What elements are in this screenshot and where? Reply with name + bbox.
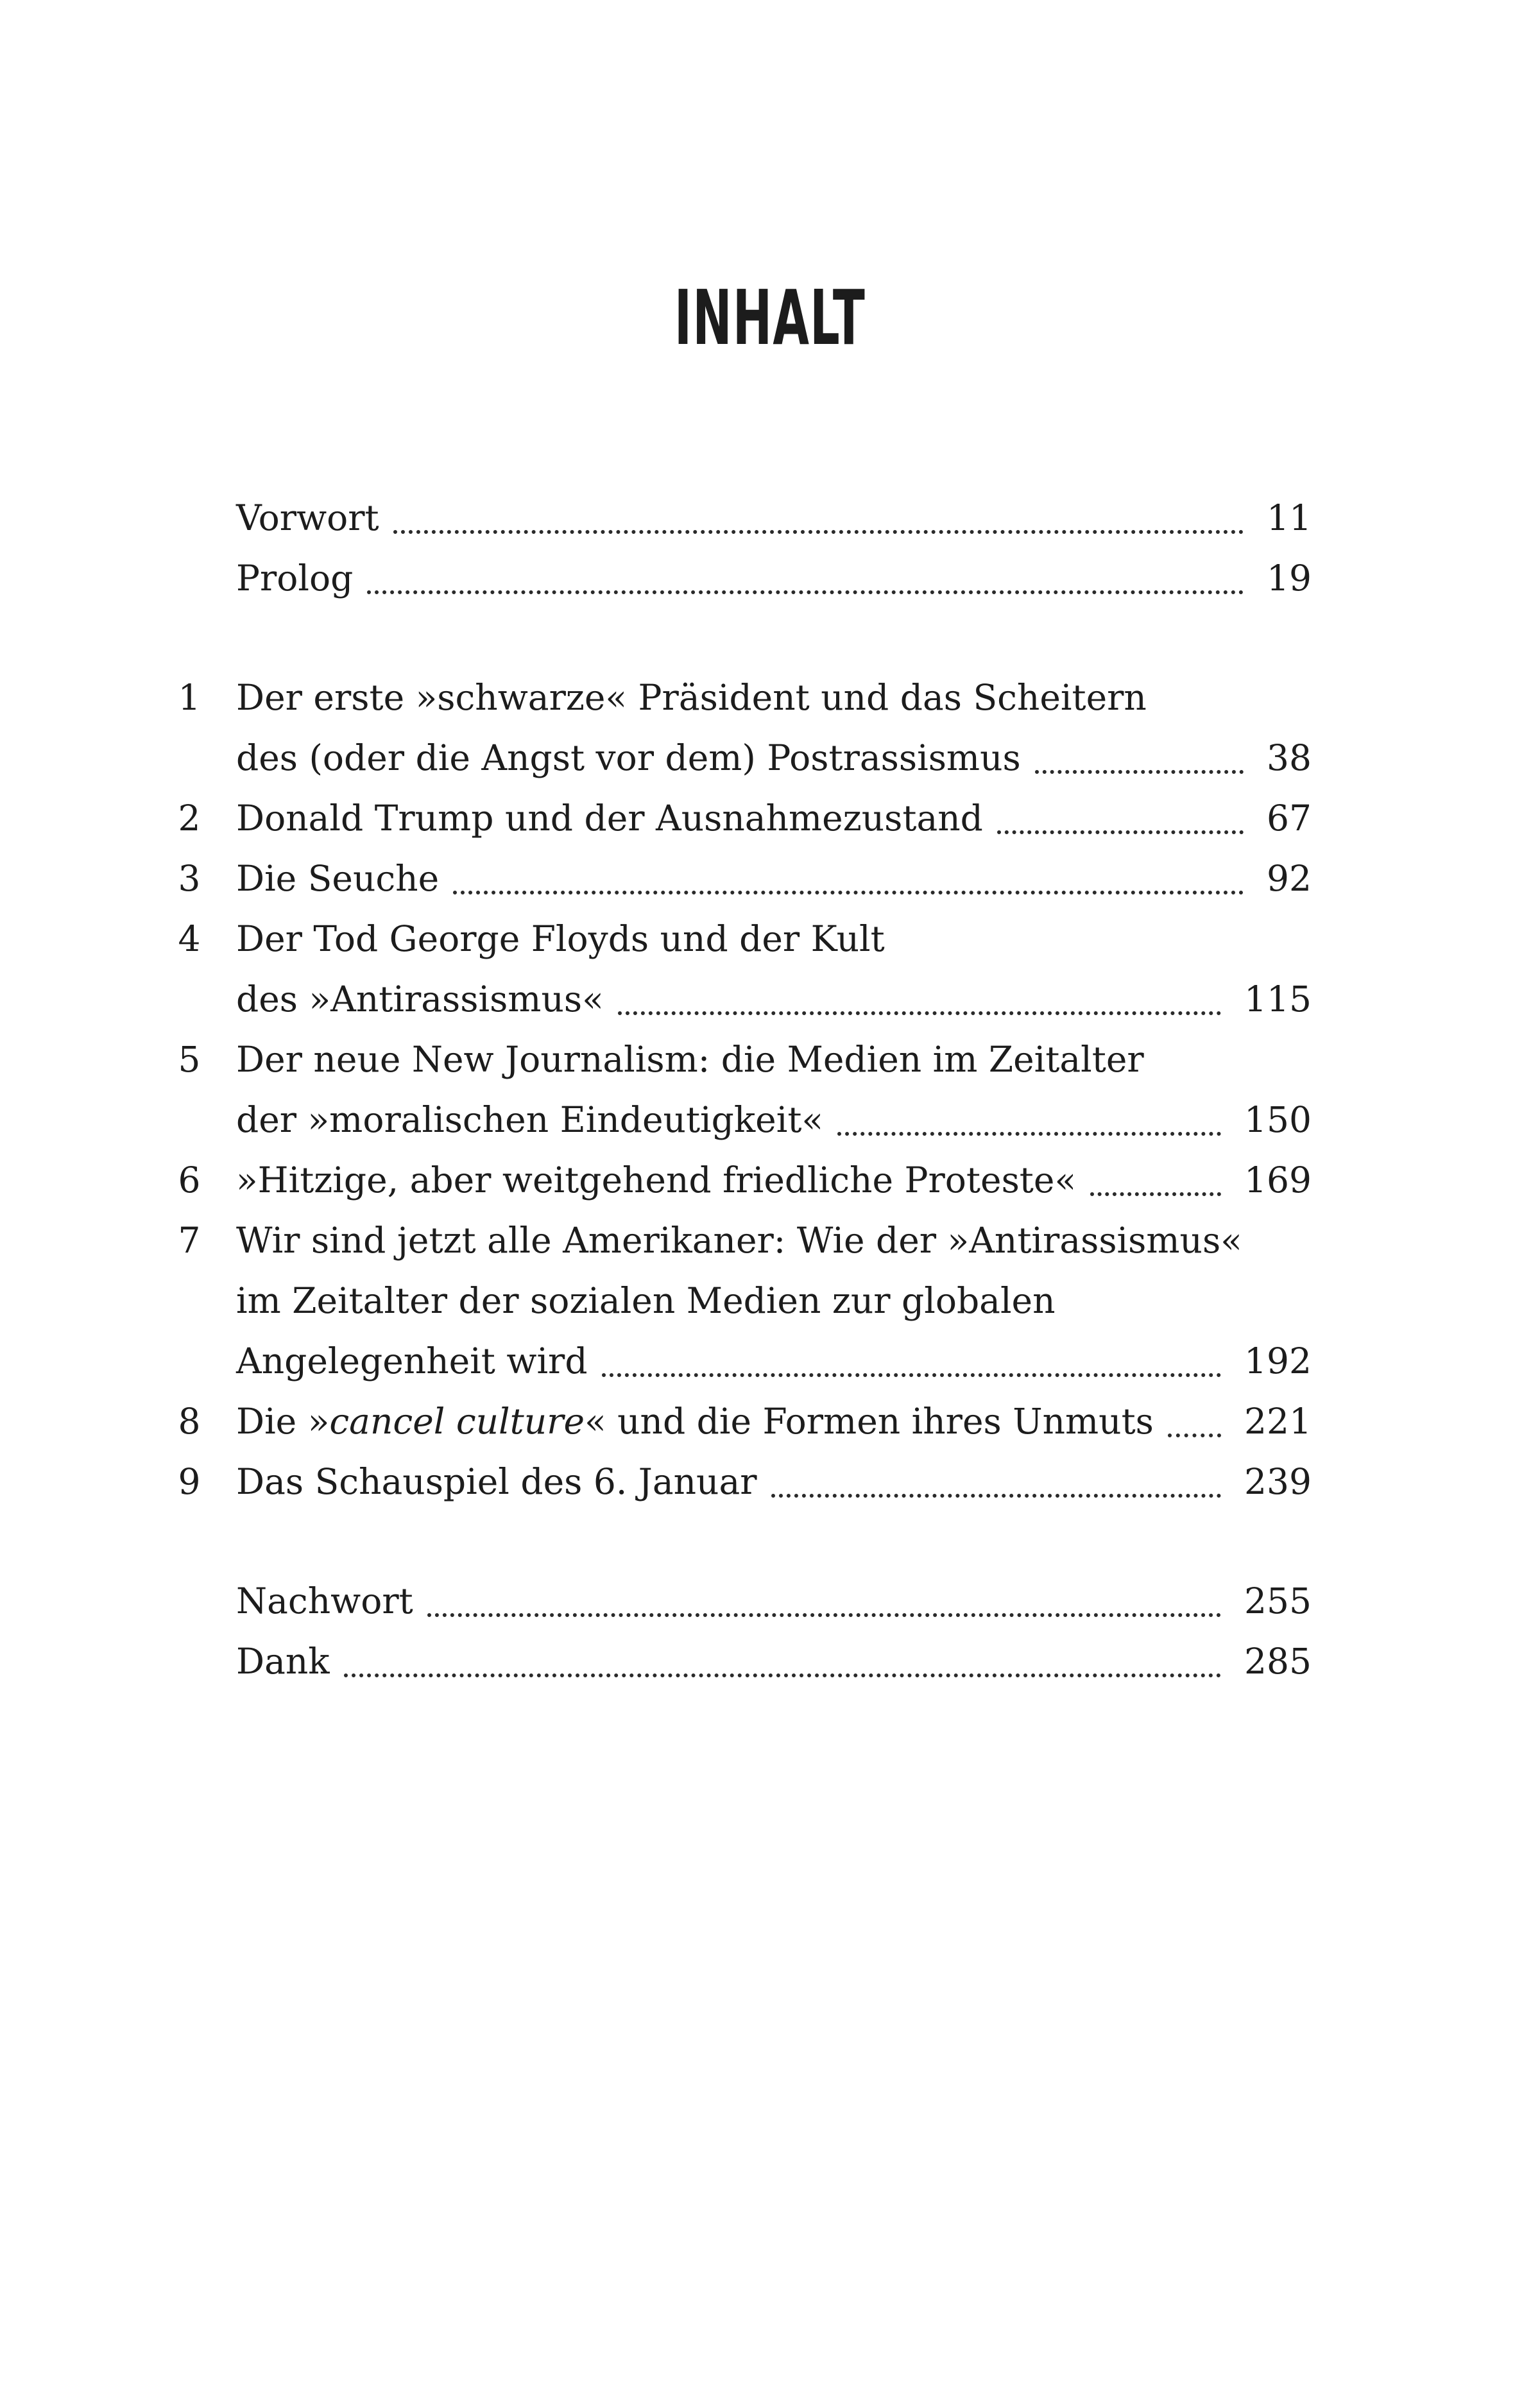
entry-title: Das Schauspiel des 6. Januar — [236, 1461, 757, 1502]
entry-title: des (oder die Angst vor dem) Postrassismus — [236, 737, 1021, 778]
toc-entry-chapter-7-continued[interactable] — [0, 1271, 1540, 1331]
page-number: 285 — [1244, 1641, 1312, 1682]
dot-leader — [997, 830, 1244, 834]
entry-title: Die Seuche — [236, 858, 440, 899]
entry-title: der »moralischen Eindeutigkeit« — [236, 1099, 824, 1140]
entry-title: des »Antirassismus« — [236, 979, 604, 1020]
dot-leader — [1035, 770, 1244, 774]
chapter-number: 2 — [178, 798, 201, 839]
chapter-number: 3 — [178, 858, 201, 899]
entry-title: »Hitzige, aber weitgehend friedliche Proteste« — [236, 1159, 1077, 1201]
chapter-number: 9 — [178, 1461, 201, 1502]
toc-entry-prolog[interactable] — [0, 548, 1540, 608]
entry-title: Donald Trump und der Ausnahmezustand — [236, 798, 983, 839]
dot-leader — [393, 530, 1244, 534]
dot-leader — [602, 1373, 1221, 1377]
toc-entry-chapter-3[interactable] — [0, 848, 1540, 909]
entry-title: Der neue New Journalism: die Medien im Zeitalter — [236, 1039, 1144, 1080]
toc-entry-chapter-6[interactable] — [0, 1150, 1540, 1210]
dot-leader — [771, 1494, 1221, 1498]
chapter-number: 4 — [178, 918, 201, 959]
dot-leader — [1090, 1192, 1221, 1196]
entry-title: Nachwort — [236, 1580, 413, 1622]
dot-leader — [427, 1613, 1221, 1617]
entry-title-italic: cancel culture — [329, 1401, 585, 1442]
page-number: 169 — [1244, 1159, 1312, 1201]
dot-leader — [344, 1673, 1221, 1677]
toc-entry-nachwort[interactable] — [0, 1571, 1540, 1631]
page-number: 115 — [1244, 979, 1312, 1020]
toc-entry-chapter-5[interactable] — [0, 1029, 1540, 1090]
entry-title: Der Tod George Floyds und der Kult — [236, 918, 885, 959]
dot-leader — [837, 1132, 1221, 1136]
chapter-number: 7 — [178, 1220, 201, 1261]
toc-entry-chapter-9[interactable] — [0, 1451, 1540, 1512]
page-number: 255 — [1244, 1580, 1312, 1622]
page-number: 192 — [1244, 1340, 1312, 1382]
toc-entry-chapter-7-end[interactable] — [0, 1331, 1540, 1391]
entry-title: Dank — [236, 1641, 330, 1682]
entry-title: Prolog — [236, 558, 354, 599]
entry-title: Angelegenheit wird — [236, 1340, 588, 1382]
toc-entry-chapter-8[interactable] — [0, 1391, 1540, 1451]
toc-entry-dank[interactable] — [0, 1631, 1540, 1691]
page-number: 11 — [1267, 497, 1312, 538]
dot-leader — [1168, 1433, 1221, 1437]
toc-entry-chapter-1-continued[interactable] — [0, 728, 1540, 788]
entry-title: Wir sind jetzt alle Amerikaner: Wie der »Antirassismus« — [236, 1220, 1242, 1261]
toc-entry-chapter-7[interactable] — [0, 1210, 1540, 1271]
chapter-number: 6 — [178, 1159, 201, 1201]
chapter-number: 1 — [178, 677, 201, 718]
toc-entry-chapter-4-continued[interactable] — [0, 969, 1540, 1029]
page-number: 67 — [1267, 798, 1312, 839]
page-number: 239 — [1244, 1461, 1312, 1502]
toc-entry-vorwort[interactable] — [0, 488, 1540, 548]
dot-leader — [618, 1011, 1221, 1015]
entry-title: Der erste »schwarze« Präsident und das Scheitern — [236, 677, 1147, 718]
entry-title: im Zeitalter der sozialen Medien zur globalen — [236, 1280, 1056, 1321]
page-number: 221 — [1244, 1401, 1312, 1442]
toc-entry-chapter-5-continued[interactable] — [0, 1090, 1540, 1150]
entry-title: Vorwort — [236, 497, 379, 538]
dot-leader — [453, 891, 1244, 894]
dot-leader — [367, 590, 1244, 594]
page-title: INHALT — [674, 273, 866, 362]
page-number: 19 — [1267, 558, 1312, 599]
toc-entry-chapter-2[interactable] — [0, 788, 1540, 848]
chapter-number: 5 — [178, 1039, 201, 1080]
page-number: 92 — [1267, 858, 1312, 899]
page-number: 38 — [1267, 737, 1312, 778]
entry-title: Die »cancel culture« und die Formen ihres Unmuts — [236, 1401, 1154, 1442]
toc-entry-chapter-1[interactable] — [0, 667, 1540, 728]
chapter-number: 8 — [178, 1401, 201, 1442]
toc-entry-chapter-4[interactable] — [0, 909, 1540, 969]
page-number: 150 — [1244, 1099, 1312, 1140]
